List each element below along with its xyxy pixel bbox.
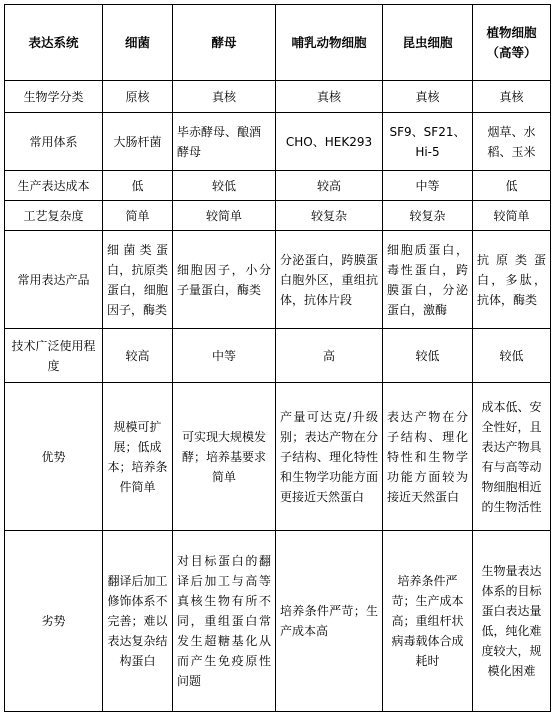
table-cell: 翻译后加工修饰体系不完善；难以表达复杂结构蛋白	[103, 531, 173, 712]
table-cell: 细胞因子，小分子量蛋白，酶类	[173, 231, 276, 329]
table-cell: 真核	[276, 81, 383, 113]
table-cell: 规模可扩展；低成本；培养条件简单	[103, 383, 173, 531]
table-cell: 产量可达克/升级别；表达产物在分子结构、理化特性和生物学功能方面更接近天然蛋白	[276, 383, 383, 531]
table-cell: 分泌蛋白，跨膜蛋白胞外区，重组抗体，抗体片段	[276, 231, 383, 329]
table-cell: 低	[103, 171, 173, 201]
row-label: 劣势	[5, 531, 103, 712]
table-row	[5, 383, 551, 531]
table-cell: 较简单	[173, 201, 276, 231]
table-cell: 大肠杆菌	[103, 113, 173, 171]
table-cell: 高	[276, 329, 383, 383]
header-cell: 植物细胞（高等）	[473, 5, 551, 81]
expression-system-comparison-table	[4, 4, 551, 712]
table-cell: 较低	[473, 329, 551, 383]
table-row	[5, 81, 551, 113]
table-cell: 较简单	[473, 201, 551, 231]
table-cell: 低	[473, 171, 551, 201]
table-cell: 对目标蛋白的翻译后加工与高等真核生物有所不同，重组蛋白常发生超糖基化从而产生免疫原性问题	[173, 531, 276, 712]
table-cell: 较高	[103, 329, 173, 383]
header-cell: 表达系统	[5, 5, 103, 81]
table-cell: 较高	[276, 171, 383, 201]
table-cell: 真核	[473, 81, 551, 113]
table-cell: 培养条件严苛；生产成本高	[276, 531, 383, 712]
header-row	[5, 5, 551, 81]
table-cell: SF9、SF21、Hi-5	[383, 113, 473, 171]
row-label: 生物学分类	[5, 81, 103, 113]
table-cell: 真核	[383, 81, 473, 113]
table-cell: 烟草、水稻、玉米	[473, 113, 551, 171]
table-cell: 中等	[173, 329, 276, 383]
row-label: 常用体系	[5, 113, 103, 171]
table-row	[5, 329, 551, 383]
table-cell: 抗原类蛋白，多肽，抗体，酶类	[473, 231, 551, 329]
header-cell: 细菌	[103, 5, 173, 81]
table-cell: CHO、HEK293	[276, 113, 383, 171]
table-cell: 真核	[173, 81, 276, 113]
table-cell: 原核	[103, 81, 173, 113]
row-label: 生产表达成本	[5, 171, 103, 201]
table-row	[5, 171, 551, 201]
header-cell: 酵母	[173, 5, 276, 81]
table-cell: 培养条件严苛；生产成本高；重组杆状病毒载体合成耗时	[383, 531, 473, 712]
header-cell: 哺乳动物细胞	[276, 5, 383, 81]
table-cell: 成本低、安全性好，且表达产物具有与高等动物细胞相近的生物活性	[473, 383, 551, 531]
table-cell: 可实现大规模发酵；培养基要求简单	[173, 383, 276, 531]
header-cell: 昆虫细胞	[383, 5, 473, 81]
table-row	[5, 531, 551, 712]
table-row	[5, 231, 551, 329]
row-label: 优势	[5, 383, 103, 531]
table-cell: 较复杂	[276, 201, 383, 231]
table-row	[5, 113, 551, 171]
table-cell: 毕赤酵母、酿酒酵母	[173, 113, 276, 171]
table-cell: 较低	[383, 329, 473, 383]
table-row	[5, 201, 551, 231]
table-cell: 较复杂	[383, 201, 473, 231]
row-label: 常用表达产品	[5, 231, 103, 329]
table-cell: 生物量表达体系的目标蛋白表达量低，纯化难度较大，规模化困难	[473, 531, 551, 712]
table-cell: 细胞质蛋白，毒性蛋白，跨膜蛋白，分泌蛋白，激酶	[383, 231, 473, 329]
table-cell: 中等	[383, 171, 473, 201]
table-cell: 表达产物在分子结构、理化特性和生物学功能方面较为接近天然蛋白	[383, 383, 473, 531]
row-label: 工艺复杂度	[5, 201, 103, 231]
row-label: 技术广泛使用程度	[5, 329, 103, 383]
table-cell: 较低	[173, 171, 276, 201]
table-cell: 细菌类蛋白，抗原类蛋白，细胞因子，酶类	[103, 231, 173, 329]
table-cell: 简单	[103, 201, 173, 231]
